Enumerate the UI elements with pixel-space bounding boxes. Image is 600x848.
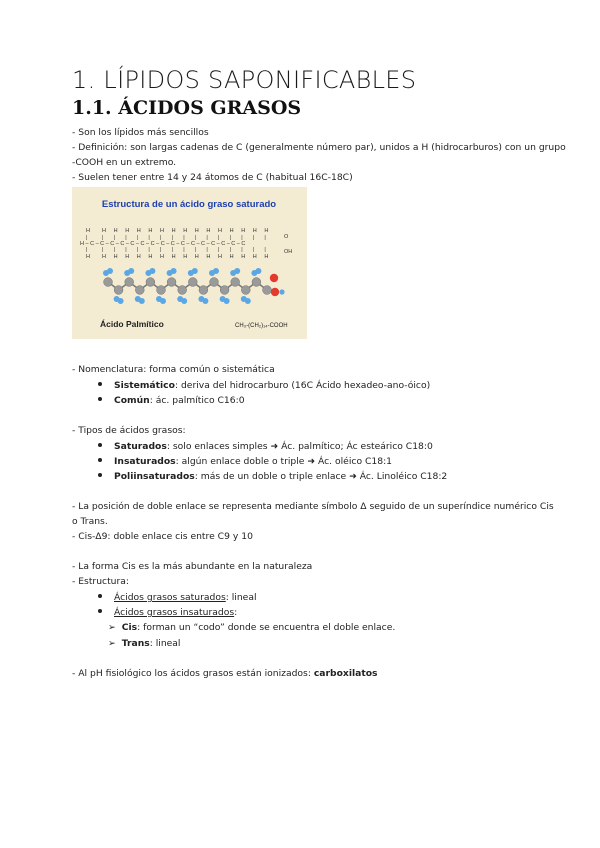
- formula-atom: |: [160, 247, 162, 253]
- formula-atom: |: [264, 235, 266, 241]
- bullet-icon: [98, 382, 102, 386]
- formula-atom: |: [229, 235, 232, 241]
- formula-atom: H: [206, 254, 211, 260]
- carbon-atom: [157, 286, 166, 295]
- svg-text:|: |: [86, 247, 88, 253]
- formula-atom: H: [241, 228, 246, 234]
- intro-line-4: - Suelen tener entre 14 y 24 átomos de C (habitual 16C-18C): [72, 172, 353, 183]
- formula-atom: |: [194, 247, 197, 253]
- hydrogen-atom: [202, 298, 208, 304]
- hydrogen-atom: [149, 268, 155, 274]
- formula-atom: H: [113, 228, 118, 234]
- formula-atom: H: [194, 228, 199, 234]
- hydrogen-atom: [128, 268, 134, 274]
- carbon-atom: [178, 286, 187, 295]
- formula-atom: |: [218, 247, 220, 253]
- carbon-atom: [199, 286, 208, 295]
- svg-text:H – C – C – C – C – C – C – C: H – C – C – C – C – C – C – C – C – C – C – C – C – C – C – C – C: [80, 241, 246, 247]
- list-item: Ácidos grasos saturados: lineal: [98, 590, 257, 605]
- bullet-icon: [98, 594, 102, 598]
- formula-atom: H: [102, 254, 106, 260]
- hydrogen-atom: [118, 298, 124, 304]
- formula-atom: |: [206, 247, 208, 253]
- hydrogen-atom: [192, 268, 198, 274]
- carbon-atom: [252, 278, 261, 287]
- estructura-lead: - Estructura:: [72, 576, 130, 587]
- posicion-line-1: - La posición de doble enlace se representa mediante símbolo Δ seguido de un superíndice numérico Cis: [72, 501, 554, 512]
- carbon-atom: [188, 278, 197, 287]
- arrow-bullet-icon: ➢: [108, 622, 116, 633]
- hydrogen-atom: [171, 268, 177, 274]
- formula-atom: |: [218, 235, 220, 241]
- carbon-atom: [114, 286, 123, 295]
- hydrogen-atom: [160, 298, 166, 304]
- carbon-atom: [231, 278, 240, 287]
- carbon-atom: [104, 278, 113, 287]
- formula-oxygen: O: [284, 234, 289, 240]
- figure-title: Estructura de un ácido graso saturado: [101, 199, 277, 210]
- formula-atom: H: [264, 228, 269, 234]
- svg-text:|: |: [86, 235, 88, 241]
- carbon-atom: [220, 286, 229, 295]
- list-item: Sistemático: deriva del hidrocarburo (16C Ácido hexadeo-ano-óico): [98, 378, 430, 393]
- formula-atom: |: [160, 235, 162, 241]
- figure-formula: CH₃-(CH₂)₁₄-COOH: [235, 323, 288, 329]
- svg-text:H: H: [86, 228, 90, 234]
- formula-atom: |: [229, 247, 232, 253]
- oxygen-atom: [270, 274, 278, 282]
- formula-atom: H: [125, 254, 130, 260]
- carbon-atom: [167, 278, 176, 287]
- formula-atom: |: [136, 235, 139, 241]
- formula-atom: H: [136, 228, 141, 234]
- formula-atom: |: [252, 247, 255, 253]
- formula-atom: |: [171, 235, 174, 241]
- formula-atom: |: [241, 247, 243, 253]
- formula-atom: |: [113, 235, 116, 241]
- formula-atom: H: [194, 254, 199, 260]
- formula-atom: |: [171, 247, 174, 253]
- carbon-atom: [146, 278, 155, 287]
- formula-atom: |: [136, 247, 139, 253]
- formula-atom: H: [229, 254, 234, 260]
- formula-atom: H: [229, 228, 234, 234]
- bullet-icon: [98, 397, 102, 401]
- bullet-icon: [98, 443, 102, 447]
- formula-atom: H: [136, 254, 141, 260]
- formula-atom: |: [102, 235, 104, 241]
- formula-atom: |: [125, 247, 127, 253]
- list-item: Ácidos grasos insaturados:: [98, 605, 237, 620]
- bullet-icon: [98, 458, 102, 462]
- intro-line-3: -COOH en un extremo.: [72, 157, 177, 168]
- palmitic-acid-figure: [72, 187, 307, 339]
- formula-atom: |: [252, 235, 255, 241]
- formula-atom: |: [113, 247, 116, 253]
- forma-lead: - La forma Cis es la más abundante en la naturaleza: [72, 561, 313, 572]
- bullet-icon: [98, 609, 102, 613]
- intro-line-1: - Son los lípidos más sencillos: [72, 127, 209, 138]
- page-title: 1. LÍPIDOS SAPONIFICABLES: [72, 66, 417, 94]
- posicion-line-2: o Trans.: [72, 516, 108, 527]
- formula-atom: |: [148, 247, 150, 253]
- carbon-atom: [241, 286, 250, 295]
- formula-atom: H: [183, 228, 188, 234]
- hydrogen-atom: [213, 268, 219, 274]
- formula-atom: H: [160, 228, 164, 234]
- formula-atom: H: [252, 228, 257, 234]
- list-item: Insaturados: algún enlace doble o triple ➜ Ác. oléico C18:1: [98, 454, 392, 469]
- formula-atom: |: [194, 235, 197, 241]
- formula-atom: H: [148, 254, 153, 260]
- formula-atom: H: [102, 228, 106, 234]
- formula-atom: H: [218, 254, 222, 260]
- formula-atom: |: [206, 235, 208, 241]
- formula-atom: H: [252, 254, 257, 260]
- hydrogen-atom: [224, 298, 230, 304]
- formula-atom: H: [148, 228, 153, 234]
- formula-atom: H: [206, 228, 211, 234]
- formula-atom: H: [218, 228, 222, 234]
- sub-list-item: ➢ Cis: forman un “codo” donde se encuentra el doble enlace.: [108, 622, 396, 633]
- carbon-atom: [135, 286, 144, 295]
- sub-list-item: ➢ Trans: lineal: [108, 638, 181, 649]
- formula-atom: |: [183, 247, 185, 253]
- oxygen-atom: [271, 288, 279, 296]
- hydrogen-atom: [181, 298, 187, 304]
- posicion-line-3: - Cis-Δ9: doble enlace cis entre C9 y 10: [72, 531, 253, 542]
- formula-atom: H: [171, 228, 176, 234]
- hydrogen-atom: [255, 268, 261, 274]
- bullet-icon: [98, 473, 102, 477]
- figure-molecule-name: Ácido Palmítico: [100, 319, 164, 329]
- formula-atom: H: [241, 254, 246, 260]
- formula-atom: H: [264, 254, 269, 260]
- formula-atom: |: [148, 235, 150, 241]
- list-item: Saturados: solo enlaces simples ➜ Ác. palmítico; Ác esteárico C18:0: [98, 439, 433, 454]
- formula-atom: H: [113, 254, 118, 260]
- section-heading: 1.1. ÁCIDOS GRASOS: [72, 97, 302, 119]
- carbon-atom: [263, 286, 272, 295]
- carbon-atom: [125, 278, 134, 287]
- ph-line: - Al pH fisiológico los ácidos grasos están ionizados: carboxilatos: [72, 668, 378, 679]
- formula-atom: H: [183, 254, 188, 260]
- hydrogen-atom: [234, 268, 240, 274]
- formula-atom: |: [102, 247, 104, 253]
- list-item: Común: ác. palmítico C16:0: [98, 393, 245, 408]
- list-item: Poliinsaturados: más de un doble o triple enlace ➜ Ác. Linoléico C18:2: [98, 469, 447, 484]
- intro-line-2: - Definición: son largas cadenas de C (generalmente número par), unidos a H (hidrocarburos) con un grupo: [72, 142, 566, 153]
- carbon-atom: [210, 278, 219, 287]
- tipos-lead: - Tipos de ácidos grasos:: [72, 425, 186, 436]
- hydrogen-atom: [107, 268, 113, 274]
- hydrogen-atom: [245, 298, 251, 304]
- formula-oh: OH: [284, 249, 293, 255]
- formula-atom: |: [241, 235, 243, 241]
- hydrogen-atom: [139, 298, 145, 304]
- formula-atom: |: [125, 235, 127, 241]
- hydrogen-atom: [279, 289, 284, 294]
- formula-atom: H: [171, 254, 176, 260]
- nomenclatura-lead: - Nomenclatura: forma común o sistemática: [72, 364, 275, 375]
- formula-atom: |: [183, 235, 185, 241]
- formula-atom: |: [264, 247, 266, 253]
- formula-atom: H: [160, 254, 164, 260]
- svg-text:H: H: [86, 254, 90, 260]
- arrow-bullet-icon: ➢: [108, 638, 116, 649]
- formula-atom: H: [125, 228, 130, 234]
